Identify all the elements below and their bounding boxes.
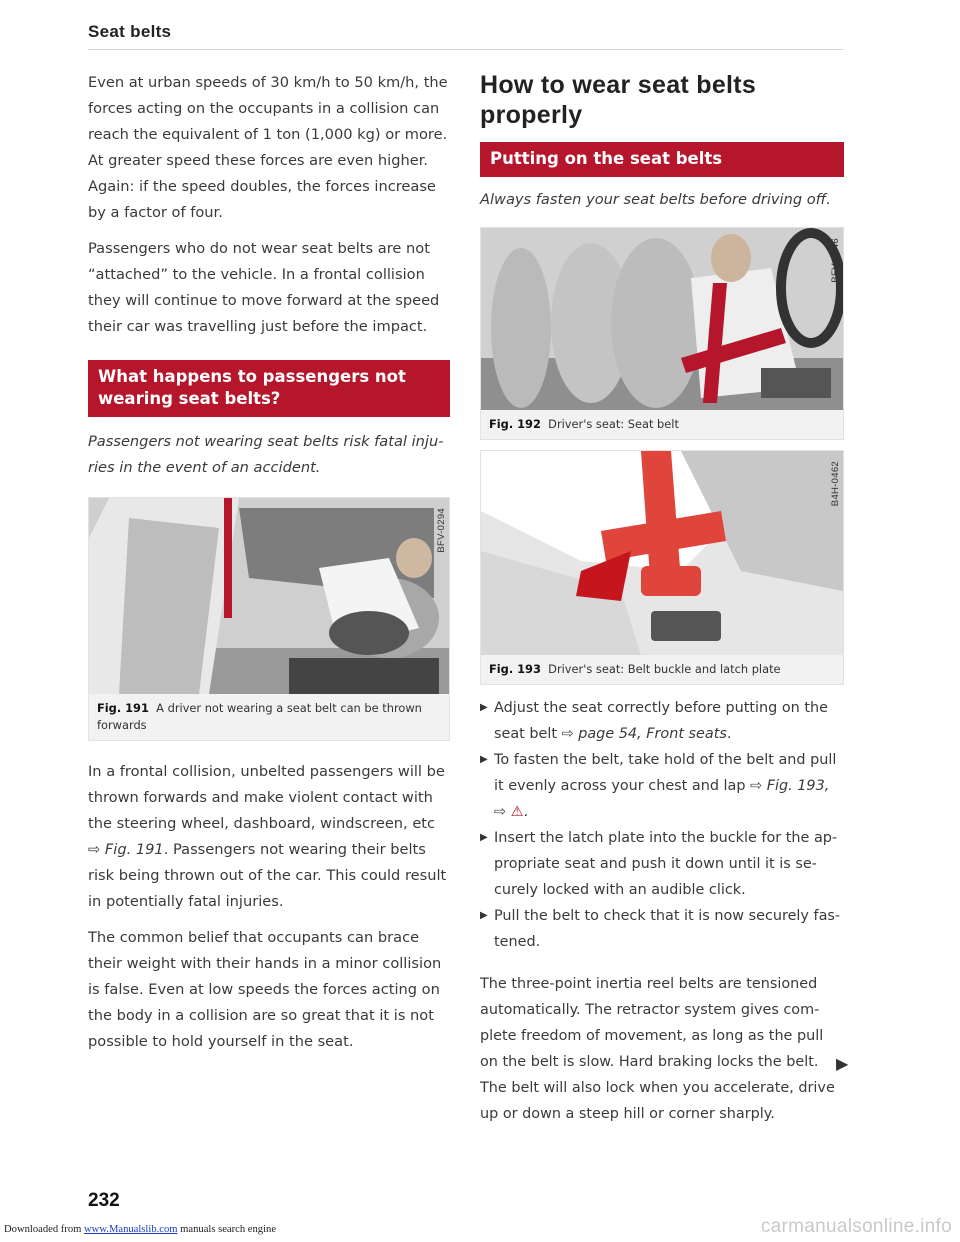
figure-191-image: [89, 498, 449, 694]
step-2-text: To fasten the belt, take hold of the belt and pull it evenly across your chest and lap: [494, 752, 837, 794]
figure-192: [480, 227, 844, 440]
left-column: [88, 70, 450, 1065]
step-1-text: Adjust the seat correctly before putting on the seat belt: [494, 700, 828, 742]
step-item: [480, 695, 844, 747]
figure-193-label: Fig. 193: [489, 662, 541, 676]
figure-192-image: [481, 228, 843, 410]
bullet-triangle-icon: ▶: [480, 910, 488, 921]
step-3-text: Insert the latch plate into the buckle for the appropriate seat and push it down until it is securely locked with an audible click.: [494, 830, 838, 898]
section-title: Seat belts: [88, 22, 172, 41]
figure-191-caption: [89, 694, 449, 740]
paragraph-unattached: Passengers who do not wear seat belts are not “attached” to the vehicle. In a frontal collision they will continue to move forward at the speed their car was travelling just before the impact.: [88, 240, 440, 335]
figure-191-code: BFV-0294: [436, 508, 447, 553]
bullet-triangle-icon: ▶: [480, 754, 488, 765]
figure-191-illustration: [89, 498, 449, 694]
steps-list: [480, 695, 844, 955]
paragraph-forces: Even at urban speeds of 30 km/h to 50 km/h, the forces acting on the occupants in a collision can reach the equivalent of 1 ton (1,000 kg) or more. At greater speed these forces are even higher. Again: if the speed doubles, the forces increase by a factor of four.: [88, 74, 448, 221]
figure-193-caption-text: Driver's seat: Belt buckle and latch plate: [548, 662, 781, 676]
bullet-triangle-icon: ▶: [480, 832, 488, 843]
subheading-not-wearing: What happens to passengers not wearing seat belts?: [88, 360, 450, 417]
intro-putting-on: Always fasten your seat belts before driving off.: [480, 191, 831, 208]
figure-192-illustration: [481, 228, 843, 410]
fig-191-reference[interactable]: ⇨ Fig. 191: [88, 841, 164, 858]
manualslib-link[interactable]: www.Manualslib.com: [84, 1224, 178, 1235]
figure-192-code: BFV-0146: [830, 238, 841, 283]
figure-192-caption: [481, 410, 843, 439]
step-4-text: Pull the belt to check that it is now securely fastened.: [494, 908, 841, 950]
figure-193: [480, 450, 844, 685]
figure-191: [88, 497, 450, 741]
step-item: [480, 747, 844, 825]
continue-arrow-icon: ▶: [836, 1054, 849, 1073]
right-column: [480, 70, 844, 1137]
fig-193-reference[interactable]: ⇨ Fig. 193: [750, 778, 825, 794]
figure-193-illustration: [481, 451, 843, 655]
watermark: carmanualsonline.info: [760, 1216, 952, 1237]
footer-downloaded-text: Downloaded from: [4, 1224, 82, 1235]
step-2-tail: , ⇨: [494, 778, 830, 820]
step-1-tail: .: [726, 726, 732, 742]
paragraph-inertia-reel: The three-point inertia reel belts are tensioned automatically. The retractor system gives complete freedom of movement, as long as the pull on the belt is slow. Hard braking locks the belt. The belt will also lock when you accelerate, drive up or down a steep hill or corner sharply.: [480, 976, 835, 1122]
figure-192-caption-text: Driver's seat: Seat belt: [548, 417, 679, 431]
figure-193-image: [481, 451, 843, 655]
figure-193-code: B4H-0462: [830, 461, 841, 507]
step-item: [480, 825, 844, 903]
section-header: [88, 22, 844, 50]
front-seats-reference[interactable]: ⇨ page 54, Front seats: [561, 726, 727, 742]
paragraph-frontal-collision-tail: . Passengers not wearing their belts risk being thrown out of the car. This could result in potentially fatal injuries.: [88, 841, 447, 910]
footer-tail-text: manuals search engine: [180, 1224, 277, 1235]
paragraph-frontal-collision-text: In a frontal collision, unbelted passengers will be thrown forwards and make violent contact with the steering wheel, dashboard, windscreen, etc: [88, 763, 445, 832]
page-number: 232: [88, 1190, 120, 1211]
page-heading: How to wear seat belts properly: [480, 71, 757, 129]
intro-not-wearing: Passengers not wearing seat belts risk fatal injuries in the event of an accident.: [88, 433, 444, 476]
subheading-putting-on: Putting on the seat belts: [480, 142, 844, 177]
step-item: [480, 903, 844, 955]
download-footer: [4, 1224, 276, 1235]
figure-191-label: Fig. 191: [97, 701, 149, 715]
figure-191-caption-text: A driver not wearing a seat belt can be thrown forwards: [97, 701, 422, 732]
warning-icon[interactable]: ⚠: [510, 804, 524, 820]
step-2-tail2: .: [523, 804, 529, 820]
figure-193-caption: [481, 655, 843, 684]
bullet-triangle-icon: ▶: [480, 702, 488, 713]
figure-192-label: Fig. 192: [489, 417, 541, 431]
paragraph-common-belief: The common belief that occupants can brace their weight with their hands in a minor collision is false. Even at low speeds the forces acting on the body in a collision are so great that it is not possible to hold yourself in the seat.: [88, 929, 442, 1050]
paragraph-frontal-collision: [88, 759, 450, 915]
